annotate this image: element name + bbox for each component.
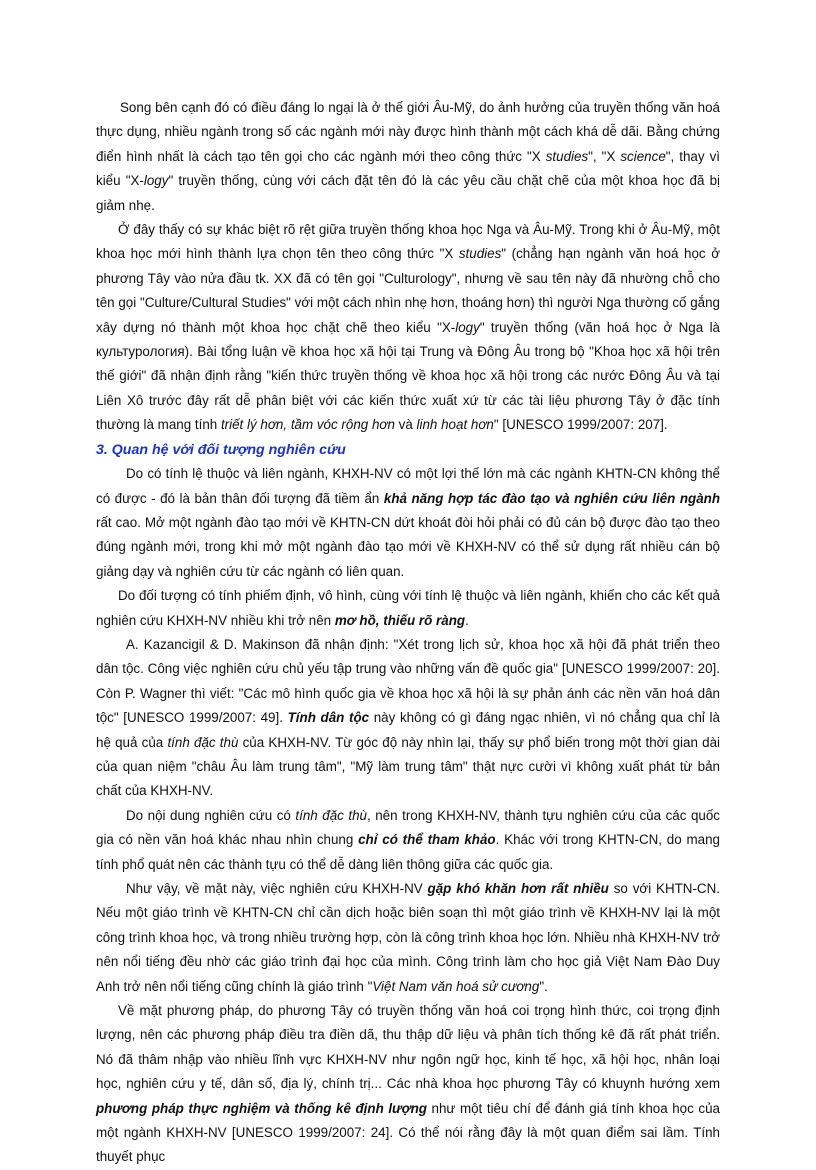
paragraph-methodology	[96, 999, 720, 1170]
italic-text: studies	[458, 246, 502, 262]
italic-text: science	[620, 148, 666, 164]
section-heading: 3. Quan hệ với đối tượng nghiên cứu	[96, 441, 346, 458]
paragraph-specificity	[96, 804, 720, 877]
text-run: " (chẳng hạn ngành văn hoá học ở phương Tây vào nửa đầu tk. XX đã có tên gọi "Culturology", nhưng về sau tên này đã nhường chỗ cho tên gọi "Culture/Cultural Studies" với một cách nhìn nhẹ hơn, thoáng hơn) thì người Nga thường cố gắng xây dựng nó thành một khoa học chặt chẽ theo kiểu "X-	[96, 246, 720, 335]
text-run: " truyền thống (văn hoá học ở Nga là культурология). Bài tổng luận về khoa học xã hội tại Trung và Đông Âu trong bộ "Khoa học xã hội trên thế giới" đã nhận định rằng "kiến thức truyền thống về khoa học xã hội trong các nước Đông Âu và tại Liên Xô trước đây rất dễ phân biệt với các kiến thức xuất xứ từ các tài liệu phương Tây ở đặc tính thường là mang tính	[96, 319, 720, 433]
paragraph-interdisciplinary	[96, 462, 720, 584]
italic-text: Việt Nam văn hoá sử cương	[372, 978, 540, 994]
text-run: . Khác với trong KHTN-CN, do mang tính phổ quát nên các thành tựu có thể dễ dàng liên thông giữa các quốc gia.	[96, 832, 721, 872]
italic-text: studies	[545, 148, 589, 164]
text-run: của KHXH-NV. Từ góc độ này nhìn lại, thấy sự phổ biến trong một thời gian dài của quan niệm "châu Âu làm trung tâm", "Mỹ làm trung tâm" thật nực cười vì không xuất phát từ bản chất của KHXH-NV.	[96, 734, 720, 799]
text-run: ", thay vì kiểu "X-	[96, 148, 720, 189]
text-run: như một tiêu chí để đánh giá tính khoa học của một ngành KHXH-NV [UNESCO 1999/2007: 24]. Có thể nói rằng đây là một quan điểm sai lầm. Tính thuyết phục	[96, 1100, 720, 1165]
italic-text: linh hoạt hơn	[416, 417, 494, 433]
text-run: Như vậy, về mặt này, việc nghiên cứu KHXH-NV	[126, 881, 428, 896]
emphasis-text: phương pháp thực nghiệm và thống kê định lượng	[96, 1100, 427, 1116]
emphasis-text: gặp khó khăn hơn rất nhiều	[427, 881, 609, 896]
text-run: này không có gì đáng ngạc nhiên, vì nó chẳng qua chỉ là hệ quả của	[96, 710, 720, 750]
emphasis-text: khả năng hợp tác đào tạo và nghiên cứu liên ngành	[383, 490, 721, 506]
italic-text: tính đặc thù	[167, 734, 239, 750]
italic-text: logy	[455, 319, 480, 335]
paragraph-western-naming	[96, 96, 720, 218]
text-run: Ở đây thấy có sự khác biệt rõ rệt giữa truyền thống khoa học Nga và Âu-Mỹ. Trong khi ở Âu-Mỹ, một khoa học mới hình thành lựa chọn tên theo công thức "X	[96, 222, 720, 262]
text-run: Về mặt phương pháp, do phương Tây có truyền thống văn hoá coi trọng hình thức, coi trọng định lượng, nên các phương pháp điều tra điền dã, thu thập dữ liệu và phân tích thống kê đã rất phát triển. Nó đã thâm nhập vào nhiều lĩnh vực KHXH-NV như ngôn ngữ học, kinh tế học, xã hội học, nhân loại học, nghiên cứu y tế, dân số, địa lý, chính trị... Các nhà khoa học phương Tây có khuynh hướng xem	[96, 1003, 720, 1092]
text-run: " truyền thống, cùng với cách đặt tên đó là các yêu cầu chặt chẽ của một khoa học đã bị giảm nhẹ.	[96, 173, 720, 213]
paragraph-national-character	[96, 633, 720, 804]
paragraph-russian-tradition	[96, 218, 720, 438]
italic-text: triết lý hơn, tầm vóc rộng hơn	[220, 417, 395, 433]
text-run: Song bên cạnh đó có điều đáng lo ngại là ở thế giới Âu-Mỹ, do ảnh hưởng của truyền thống văn hoá thực dụng, nhiều ngành trong số các ngành mới này được hình thành một cách khá dễ dãi. Bằng chứng điển hình nhất là cách tạo tên gọi cho các ngành mới theo công thức "X	[96, 100, 720, 164]
text-run: ", "X	[588, 148, 621, 164]
italic-text: logy	[143, 173, 169, 189]
text-run: ".	[539, 978, 548, 994]
paragraph-textbooks	[96, 877, 720, 999]
text-run: Do nội dung nghiên cứu có	[126, 807, 296, 823]
text-run: rất cao. Mở một ngành đào tạo mới về KHTN-CN dứt khoát đòi hỏi phải có đủ cán bộ được đào tạo theo đúng ngành mới, trong khi mở một ngành đào tạo mới về KHXH-NV có thể sử dụng rất nhiều cán bộ giảng dạy và nghiên cứu từ các ngành có liên quan.	[96, 514, 720, 579]
emphasis-text: Tính dân tộc	[287, 710, 370, 726]
text-run: .	[465, 612, 469, 628]
text-run: so với KHTN-CN. Nếu một giáo trình về KHTN-CN chỉ cần dịch hoặc biên soạn thì một giáo trình về KHXH-NV lại là một công trình khoa học, và trong nhiều trường hợp, còn là công trình khoa học lớn. Nhiều nhà KHXH-NV trở nên nổi tiếng đều nhờ các giáo trình đại học của mình. Công trình làm cho học giả Việt Nam Đào Duy Anh trở nên nổi tiếng cũng chính là giáo trình "	[96, 881, 720, 994]
emphasis-text: chỉ có thể tham khảo	[358, 832, 496, 848]
text-run: " [UNESCO 1999/2007: 207].	[493, 417, 668, 433]
paragraph-ambiguity	[96, 584, 720, 633]
italic-text: tính đặc thù	[295, 807, 367, 823]
text-run: A. Kazancigil & D. Makinson đã nhận định: "Xét trong lịch sử, khoa học xã hội đã phát triển theo dân tộc. Công việc nghiên cứu chủ yếu tập trung vào những vấn đề quốc gia" [UNESCO 1999/2007: 20]. Còn P. Wagner thì viết: "Các mô hình quốc gia về khoa học xã hội là sự phản ánh các nền văn hoá dân tộc" [UNESCO 1999/2007: 49].	[96, 636, 720, 726]
document-page	[96, 96, 720, 1170]
text-run: và	[394, 417, 417, 433]
text-run: , nên trong KHXH-NV, thành tựu nghiên cứu của các quốc gia có nền văn hoá khác nhau nhìn chung	[96, 807, 720, 848]
text-run: Do có tính lệ thuộc và liên ngành, KHXH-NV có một lợi thế lớn mà các ngành KHTN-CN không thể có được - đó là bản thân đối tượng đã tiềm ẩn	[96, 466, 720, 506]
text-run: Do đối tượng có tính phiếm định, vô hình, cùng với tính lệ thuộc và liên ngành, khiến cho các kết quả nghiên cứu KHXH-NV nhiều khi trở nên	[96, 588, 720, 628]
emphasis-text: mơ hồ, thiếu rõ ràng	[334, 612, 466, 628]
